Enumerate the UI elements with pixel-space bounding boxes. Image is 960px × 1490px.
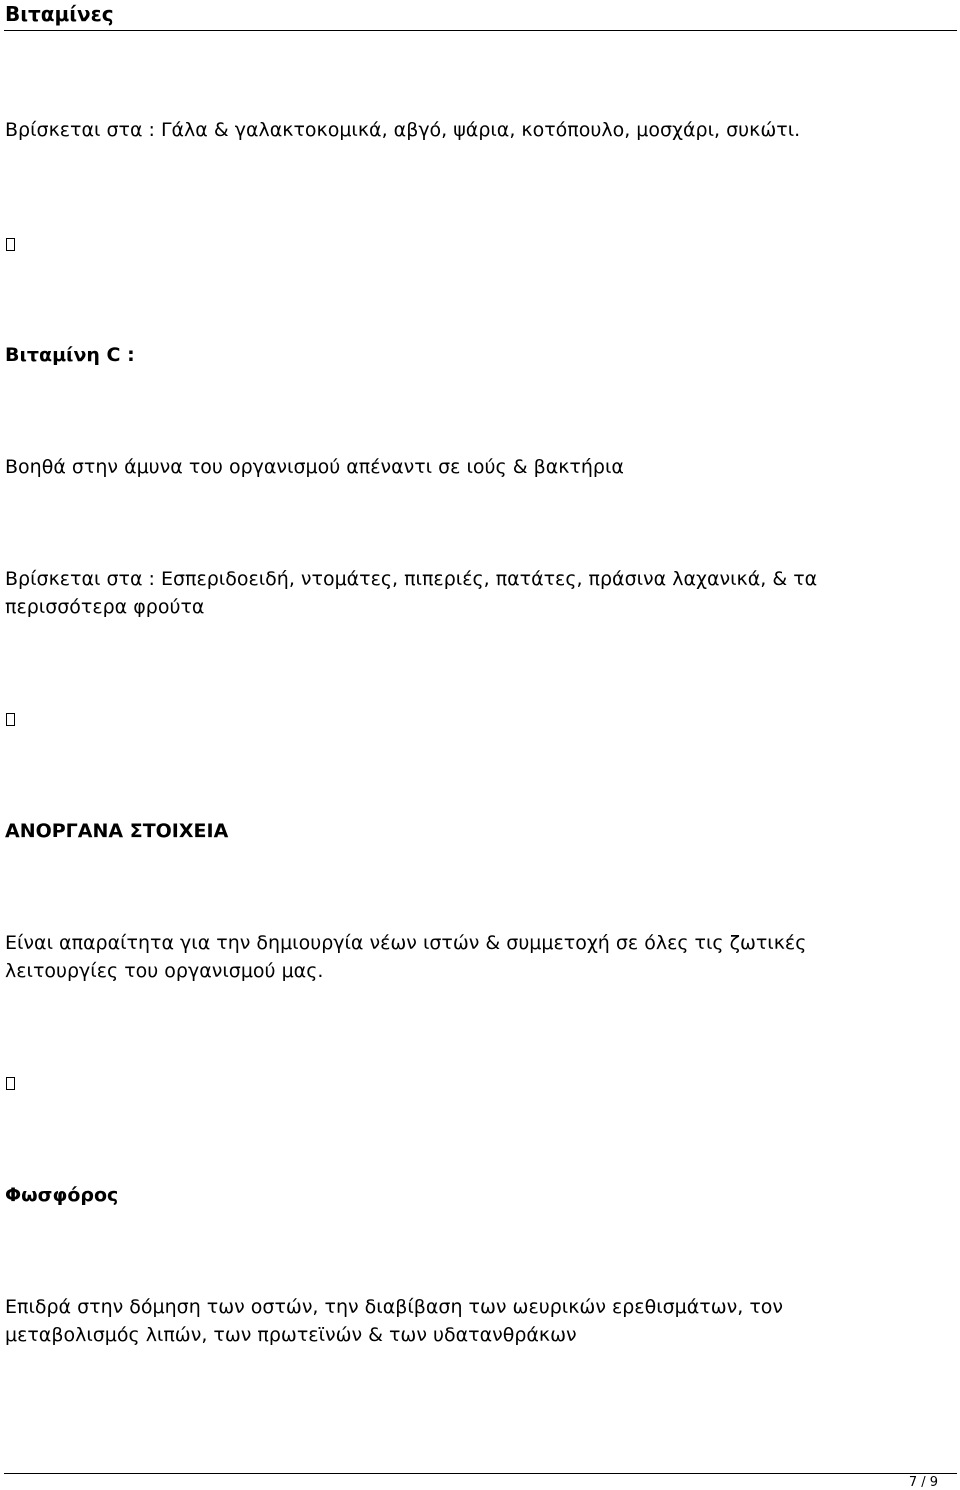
missing-glyph-icon bbox=[6, 713, 15, 726]
phosphorus-description-line-1: Επιδρά στην δόμηση των οστών, την διαβίβαση των ωευρικών ερεθισμάτων, τον bbox=[5, 1296, 784, 1318]
phosphorus-heading: Φωσφόρος bbox=[5, 1184, 119, 1206]
minerals-description-line-2: λειτουργίες του οργανισμού μας. bbox=[5, 960, 324, 982]
phosphorus-description-line-2: μεταβολισμός λιπών, των πρωτεϊνών & των υδατανθράκων bbox=[5, 1324, 577, 1346]
header-divider bbox=[4, 30, 957, 31]
vitamin-c-sources-line-2: περισσότερα φρούτα bbox=[5, 596, 205, 618]
page-number: 7 / 9 bbox=[908, 1475, 938, 1490]
page-title: Βιταμίνες bbox=[5, 2, 114, 26]
missing-glyph-icon bbox=[6, 238, 15, 251]
vitamin-c-sources-line-1: Βρίσκεται στα : Εσπεριδοειδή, ντομάτες, πιπεριές, πατάτες, πράσινα λαχανικά, & τα bbox=[5, 568, 818, 590]
vitamin-c-description: Βοηθά στην άμυνα του οργανισμού απέναντι σε ιούς & βακτήρια bbox=[5, 456, 624, 478]
vitamin-a-sources-text: Βρίσκεται στα : Γάλα & γαλακτοκομικά, αβγό, ψάρια, κοτόπουλο, μοσχάρι, συκώτι. bbox=[5, 119, 801, 141]
footer-divider bbox=[4, 1473, 957, 1474]
missing-glyph-icon bbox=[6, 1077, 15, 1090]
minerals-description-line-1: Είναι απαραίτητα για την δημιουργία νέων ιστών & συμμετοχή σε όλες τις ζωτικές bbox=[5, 932, 807, 954]
vitamin-c-heading: Βιταμίνη C : bbox=[5, 344, 135, 366]
minerals-heading: ΑΝΟΡΓΑΝΑ ΣΤΟΙΧΕΙΑ bbox=[5, 820, 229, 842]
